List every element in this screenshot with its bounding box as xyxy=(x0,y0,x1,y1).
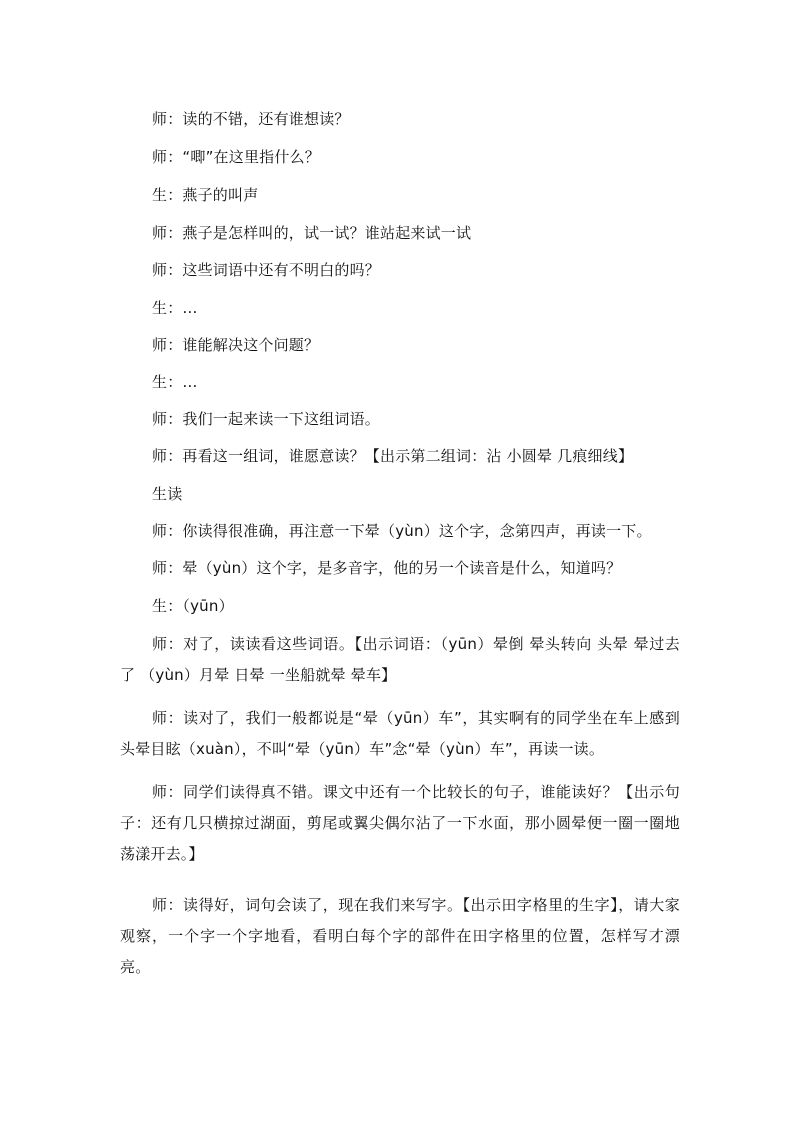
dialogue-line: 师：燕子是怎样叫的，试一试？谁站起来试一试 xyxy=(152,224,472,242)
dialogue-line: 师：谁能解决这个问题？ xyxy=(152,336,320,354)
dialogue-line: 师：这些词语中还有不明白的吗？ xyxy=(152,261,381,279)
dialogue-paragraph: 师：对了，读读看这些词语。【出示词语：（yūn）晕倒 晕头转向 头晕 晕过去了 （yùn）月晕 日晕 一坐船就晕 晕车】 xyxy=(120,635,680,684)
dialogue-line: 师：你读得很准确，再注意一下晕（yùn）这个字，念第四声，再读一下。 xyxy=(152,522,652,540)
dialogue-paragraph: 师：读对了，我们一般都说是“晕（yūn）车”，其实啊有的同学坐在车上感到头晕目眩（xuàn），不叫“晕（yūn）车”念“晕（yùn）车”，再读一读。 xyxy=(120,709,680,758)
dialogue-paragraph: 师：同学们读得真不错。课文中还有一个比较长的句子，谁能读好？【出示句子：还有几只横掠过湖面，剪尾或翼尖偶尔沾了一下水面，那小圆晕便一圈一圈地荡漾开去。】 xyxy=(120,783,680,863)
dialogue-line: 生：燕子的叫声 xyxy=(152,186,259,204)
dialogue-line: 生：（yūn） xyxy=(152,597,234,615)
dialogue-line: 师：“唧”在这里指什么？ xyxy=(152,148,320,166)
dialogue-line: 师：我们一起来读一下这组词语。 xyxy=(152,410,381,428)
dialogue-line: 师：再看这一组词，谁愿意读？【出示第二组词：沾 小圆晕 几痕细线】 xyxy=(152,447,634,465)
dialogue-line: 生：… xyxy=(152,373,198,391)
dialogue-line: 师：晕（yùn）这个字，是多音字，他的另一个读音是什么，知道吗？ xyxy=(152,559,622,577)
dialogue-paragraph: 师：读得好，词句会读了，现在我们来写字。【出示田字格里的生字】，请大家观察，一个字一个字地看，看明白每个字的部件在田字格里的位置，怎样写才漂亮。 xyxy=(120,896,680,976)
dialogue-line: 师：读的不错，还有谁想读？ xyxy=(152,110,350,128)
dialogue-line: 生：… xyxy=(152,299,198,317)
dialogue-line: 生读 xyxy=(152,485,183,503)
